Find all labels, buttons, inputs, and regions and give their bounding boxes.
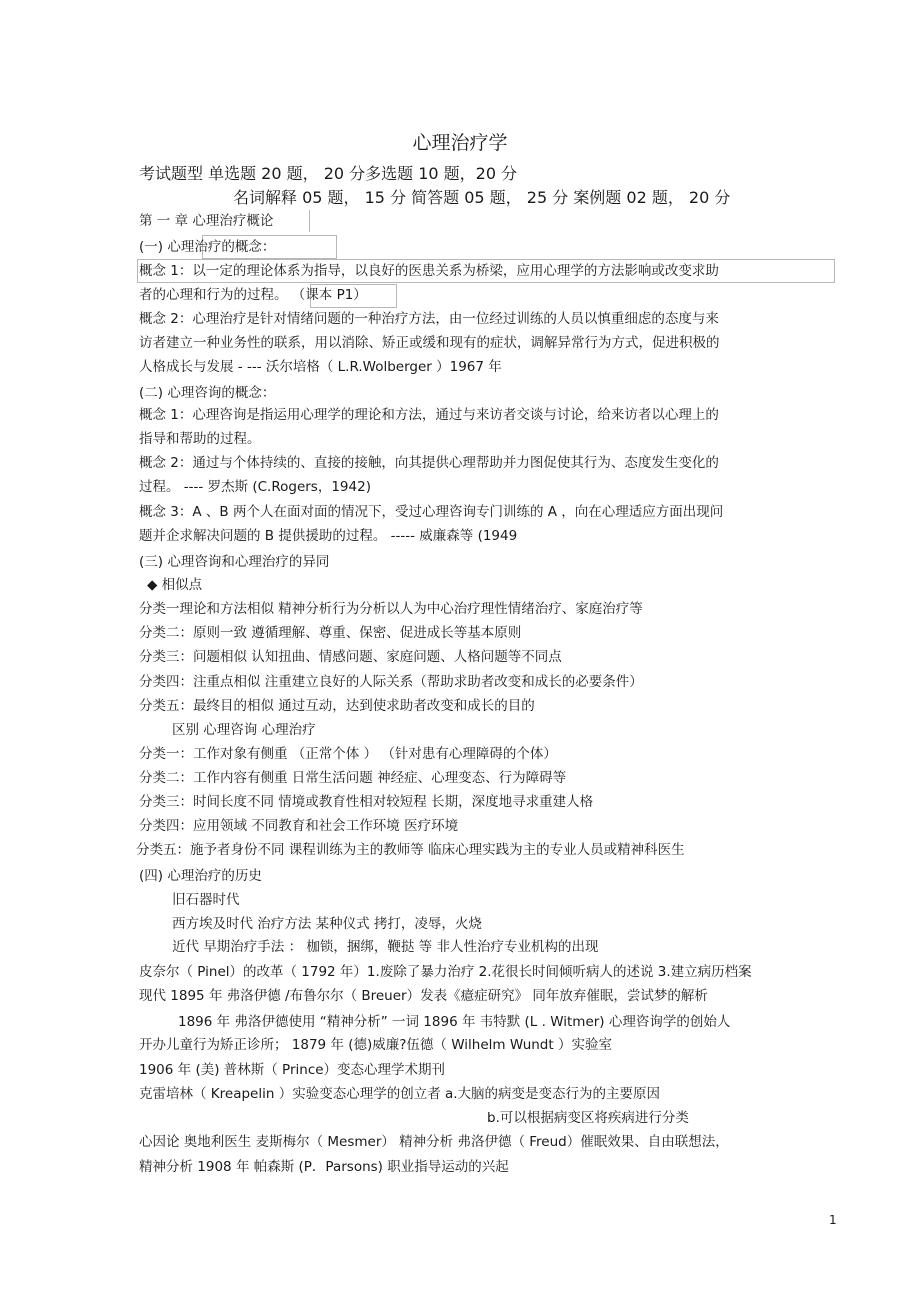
similarities-heading: ◆ 相似点 xyxy=(147,577,203,593)
text-line: 心因论 奥地利医生 麦斯梅尔（ Mesmer） 精神分析 弗洛伊德（ Freud）催眠效果、自由联想法， xyxy=(139,1134,729,1150)
text-line: 概念 1：以一定的理论体系为指导，以良好的医患关系为桥梁，应用心理学的方法影响或改变求助 xyxy=(139,263,719,279)
exam-types-line-2: 名词解释 05 题， 15 分 简答题 05 题， 25 分 案例题 02 题， 20 分 xyxy=(233,188,731,207)
section-heading-3: (三) 心理咨询和心理治疗的异同 xyxy=(139,554,330,570)
text-line: 过程。 ---- 罗杰斯 (C.Rogers，1942) xyxy=(139,479,371,495)
text-line: 访者建立一种业务性的联系，用以消除、矫正或缓和现有的症状，调解异常行为方式，促进积极的 xyxy=(139,335,720,351)
text-line: 1906 年 (美) 普林斯（ Prince）变态心理学术期刊 xyxy=(139,1062,446,1078)
text-line: 分类三：问题相似 认知扭曲、情感问题、家庭问题、人格问题等不同点 xyxy=(139,649,562,665)
section-heading-4: (四) 心理治疗的历史 xyxy=(139,868,262,884)
text-line: 分类五：施予者身份不同 课程训练为主的教师等 临床心理实践为主的专业人员或精神科医生 xyxy=(136,842,685,858)
text-line: 分类三：时间长度不同 情境或教育性相对较短程 长期，深度地寻求重建人格 xyxy=(139,794,594,810)
text-line: 指导和帮助的过程。 xyxy=(139,431,261,447)
text-line: 西方埃及时代 治疗方法 某种仪式 拷打，凌辱，火烧 xyxy=(172,916,482,932)
text-line: 概念 2：心理治疗是针对情绪问题的一种治疗方法，由一位经过训练的人员以慎重细虑的态度与来 xyxy=(139,311,719,327)
text-line: 近代 早期治疗手法 ： 枷锁，捆绑，鞭挞 等 非人性治疗专业机构的出现 xyxy=(172,939,599,955)
annotation-box-chapter xyxy=(296,210,310,232)
text-line: 皮奈尔（ Pinel）的改革（ 1792 年）1.废除了暴力治疗 2.花很长时间倾听病人的述说 3.建立病历档案 xyxy=(139,964,752,980)
document-title: 心理治疗学 xyxy=(412,132,508,154)
text-line: 旧石器时代 xyxy=(172,892,240,908)
text-line: 开办儿童行为矫正诊所； 1879 年 (德)威廉?伍德（ Wilhelm Wundt ）实验室 xyxy=(139,1037,612,1053)
text-line: 概念 2：通过与个体持续的、直接的接触，向其提供心理帮助并力图促使其行为、态度发生变化的 xyxy=(139,455,719,471)
text-line: 者的心理和行为的过程。 （课本 P1） xyxy=(139,287,367,303)
text-line: 分类一理论和方法相似 精神分析行为分析以人为中心治疗理性情绪治疗、家庭治疗等 xyxy=(139,601,643,617)
text-line: 分类二：工作内容有侧重 日常生活问题 神经症、心理变态、行为障碍等 xyxy=(139,770,567,786)
text-line: 分类二：原则一致 遵循理解、尊重、保密、促进成长等基本原则 xyxy=(139,625,522,641)
page-number: 1 xyxy=(829,1213,837,1227)
section-heading-2: (二) 心理咨询的概念： xyxy=(139,385,276,401)
text-line: 分类四：注重点相似 注重建立良好的人际关系（帮助求助者改变和成长的必要条件） xyxy=(139,674,643,690)
text-line: 分类一：工作对象有侧重 （正常个体 ） （针对患有心理障碍的个体） xyxy=(139,746,557,762)
text-line: 概念 3：A 、B 两个人在面对面的情况下，受过心理咨询专门训练的 A ，向在心理适应方面出现问 xyxy=(139,504,724,520)
chapter-heading: 第 一 章 心理治疗概论 xyxy=(139,213,274,229)
text-line: b.可以根据病变区将疾病进行分类 xyxy=(487,1110,689,1126)
text-line: 克雷培林（ Kreapelin ）实验变态心理学的创立者 a.大脑的病变是变态行为的主要原因 xyxy=(139,1086,661,1102)
text-line: 分类四：应用领域 不同教育和社会工作环境 医疗环境 xyxy=(139,818,459,834)
differences-header: 区别 心理咨询 心理治疗 xyxy=(172,722,316,738)
text-line: 分类五：最终目的相似 通过互动，达到使求助者改变和成长的目的 xyxy=(139,698,535,714)
exam-types-line-1: 考试题型 单选题 20 题， 20 分多选题 10 题，20 分 xyxy=(139,164,518,183)
text-line: 人格成长与发展 - --- 沃尔培格（ L.R.Wolberger ）1967 年 xyxy=(139,359,502,375)
text-line: 题并企求解决问题的 B 提供援助的过程。 ----- 威廉森等 (1949 xyxy=(139,528,518,544)
text-line: 现代 1895 年 弗洛伊德 /布鲁尔尔（ Breuer）发表《癔症研究》 同年放弃催眠，尝试梦的解析 xyxy=(139,988,708,1004)
section-heading-1: (一) 心理治疗的概念： xyxy=(139,239,276,255)
text-line: 精神分析 1908 年 帕森斯 (P．Parsons) 职业指导运动的兴起 xyxy=(139,1159,509,1175)
text-line: 1896 年 弗洛伊德使用 “精神分析” 一词 1896 年 韦特默 (L . Witmer) 心理咨询学的创始人 xyxy=(178,1014,731,1030)
text-line: 概念 1：心理咨询是指运用心理学的理论和方法，通过与来访者交谈与讨论，给来访者以心理上的 xyxy=(139,407,719,423)
